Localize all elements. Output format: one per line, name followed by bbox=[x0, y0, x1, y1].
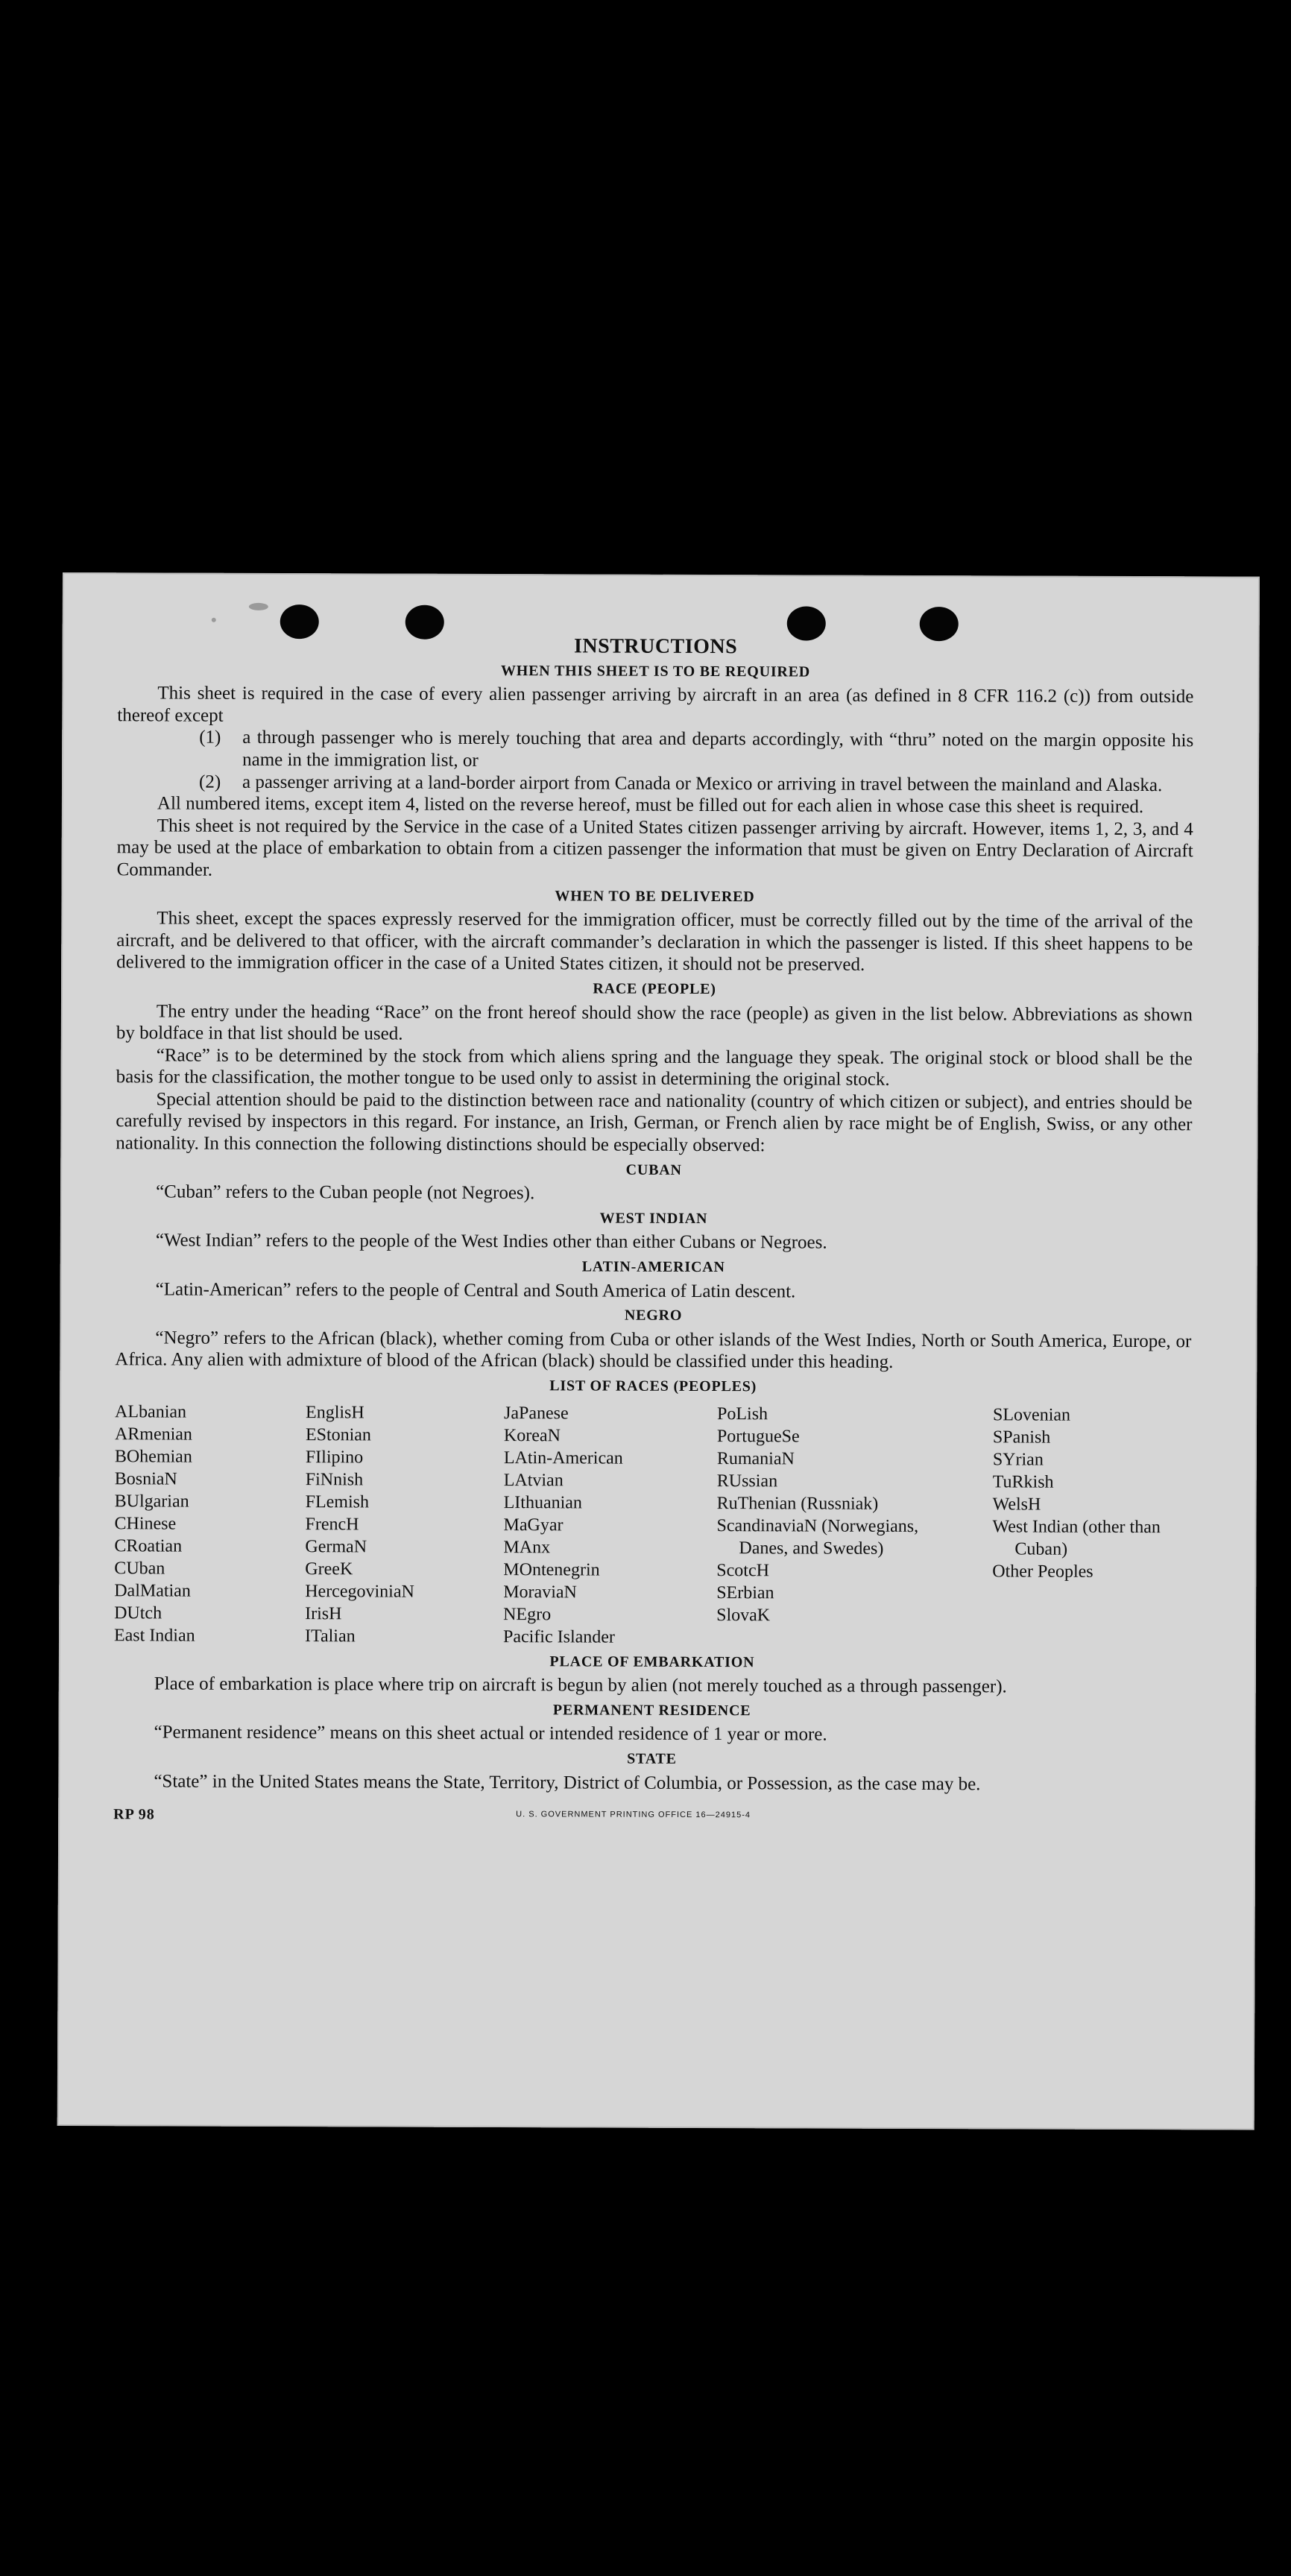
paragraph: “Race” is to be determined by the stock from which aliens spring and the language they speak. The original stock or blood shall be the basis for the classification, the mother tongue to be used only to assist in determining the original stock. bbox=[116, 1045, 1193, 1090]
race-entry: SErbian bbox=[716, 1582, 774, 1603]
race-entry: ITalian bbox=[304, 1626, 356, 1646]
race-entry: IrisH bbox=[305, 1603, 342, 1623]
definition-negro: “Negro” refers to the African (black), whether coming from Cuba or other islands of the West Indies, North or South America, Europe, or Africa. Any alien with admixture of blood of the African (black) should be classified under this heading. bbox=[115, 1328, 1192, 1373]
race-entry: CRoatian bbox=[114, 1535, 183, 1556]
paragraph: This sheet is required in the case of every alien passenger arriving by aircraft in an area (as defined in 8 CFR 116.2 (c)) from outside thereof except bbox=[117, 683, 1194, 726]
race-entry: LIthuanian bbox=[503, 1492, 582, 1513]
race-entry: RumaniaN bbox=[716, 1448, 795, 1469]
definition-permanent-residence: “Permanent residence” means on this sheet actual or intended residence of 1 year or more. bbox=[154, 1722, 827, 1745]
race-entry: DUtch bbox=[114, 1603, 162, 1623]
race-entry: SLovenian bbox=[993, 1404, 1071, 1425]
race-entry: ARmenian bbox=[114, 1424, 192, 1445]
item-number: (1) bbox=[199, 727, 221, 748]
race-entry: PortugueSe bbox=[716, 1426, 800, 1447]
heading-negro: NEGRO bbox=[624, 1307, 683, 1325]
race-entry: RUssian bbox=[716, 1471, 778, 1491]
paragraph: “State” in the United States means the State, Territory, District of Columbia, or Possession, as the case may be. bbox=[154, 1770, 981, 1794]
paragraph: Place of embarkation is place where trip on aircraft is begun by alien (not merely touched as a through passenger). bbox=[154, 1673, 1007, 1697]
form-number: RP 98 bbox=[113, 1806, 155, 1823]
paragraph: Special attention should be paid to the distinction between race and nationality (country of which citizen or subject), and entries should be carefully revised by inspectors in this regard. For instance, an Irish, German, or French alien by race might be of English, Swiss, or any other nationality. In this connection the following distinctions should be especially observed: bbox=[116, 1089, 1193, 1156]
race-entry: ALbanian bbox=[115, 1401, 187, 1422]
races-column-2 bbox=[305, 1401, 499, 1648]
item-text: a passenger arriving at a land-border airport from Canada or Mexico or arriving in travel between the mainland and Alaska. bbox=[242, 771, 1163, 795]
race-entry: NEgro bbox=[503, 1604, 552, 1624]
paragraph: This sheet is not required by the Service in the case of a United States citizen passenger arriving by aircraft. However, items 1, 2, 3, and 4 may be used at the place of embarkation to obtain from a citizen passenger the information that must be given on Entry Declaration of Aircraft Commander. bbox=[116, 815, 1193, 880]
race-entry: Pacific Islander bbox=[502, 1626, 616, 1647]
race-entry: EnglisH bbox=[306, 1402, 364, 1423]
race-entry: LAtvian bbox=[503, 1470, 564, 1490]
list-item bbox=[117, 771, 1193, 797]
instructions-content bbox=[113, 634, 1194, 1830]
race-entry: PoLish bbox=[717, 1404, 768, 1424]
race-entry: SPanish bbox=[992, 1427, 1051, 1448]
heading-race: RACE (PEOPLE) bbox=[593, 980, 716, 997]
race-entry: CHinese bbox=[114, 1513, 177, 1534]
smudge bbox=[249, 603, 268, 610]
smudge bbox=[212, 618, 216, 622]
race-entry: MoraviaN bbox=[503, 1582, 577, 1603]
page-title: INSTRUCTIONS bbox=[574, 634, 738, 659]
race-entry: SlovaK bbox=[716, 1605, 771, 1625]
races-column-4 bbox=[716, 1403, 948, 1627]
race-entry: RuThenian (Russniak) bbox=[716, 1493, 879, 1514]
heading-place-of-embarkation: PLACE OF EMBARKATION bbox=[549, 1652, 755, 1670]
footer bbox=[113, 1799, 1190, 1830]
race-entry: BUlgarian bbox=[114, 1491, 189, 1512]
heading-state: STATE bbox=[627, 1750, 677, 1767]
races-column-5 bbox=[992, 1404, 1191, 1583]
paragraph: The entry under the heading “Race” on the front hereof should show the race (people) as given in the list below. Abbreviations as shown by boldface in that list should be used. bbox=[116, 1000, 1193, 1044]
race-entry: EStonian bbox=[305, 1424, 372, 1445]
race-entry: BOhemian bbox=[114, 1446, 192, 1467]
definition-west-indian: “West Indian” refers to the people of the West Indies other than either Cubans or Negroes. bbox=[155, 1230, 827, 1254]
race-entry: HercegoviniaN bbox=[305, 1581, 414, 1602]
heading-list-of-races: LIST OF RACES (PEOPLES) bbox=[549, 1377, 757, 1395]
race-entry: ScotcH bbox=[716, 1560, 770, 1580]
heading-west-indian: WEST INDIAN bbox=[599, 1210, 708, 1227]
race-entry: MaGyar bbox=[503, 1515, 564, 1535]
race-entry: GreeK bbox=[305, 1559, 353, 1579]
race-entry: TuRkish bbox=[992, 1471, 1054, 1492]
race-entry: SYrian bbox=[992, 1449, 1044, 1470]
item-text: a through passenger who is merely touching that area and departs accordingly, with “thru” noted on the margin opposite his name in the immigration list, or bbox=[242, 727, 1194, 771]
race-entry: FiNnish bbox=[305, 1469, 364, 1490]
race-entry: MOntenegrin bbox=[503, 1559, 600, 1580]
race-entry: MAnx bbox=[503, 1537, 551, 1557]
item-number: (2) bbox=[198, 771, 221, 792]
instruction-sheet bbox=[57, 572, 1260, 2130]
race-entry: LAtin-American bbox=[503, 1448, 623, 1468]
race-entry: FIlipino bbox=[305, 1447, 364, 1468]
paragraph: All numbered items, except item 4, listed on the reverse hereof, must be filled out for each alien in whose case this sheet is required. bbox=[157, 793, 1144, 818]
race-entry: East Indian bbox=[113, 1625, 195, 1646]
race-entry: JaPanese bbox=[504, 1403, 569, 1423]
races-list bbox=[114, 1401, 1191, 1650]
race-entry: ScandinaviaN (Norwegians, Danes, and Swedes) bbox=[716, 1515, 919, 1559]
races-column-3 bbox=[503, 1402, 713, 1649]
race-entry: FrencH bbox=[305, 1514, 359, 1534]
heading-when-required: WHEN THIS SHEET IS TO BE REQUIRED bbox=[500, 662, 811, 681]
race-entry: West Indian (other than Cuban) bbox=[992, 1516, 1161, 1559]
heading-permanent-residence: PERMANENT RESIDENCE bbox=[552, 1702, 751, 1720]
race-entry: KoreaN bbox=[503, 1425, 561, 1445]
definition-cuban: “Cuban” refers to the Cuban people (not Negroes). bbox=[156, 1181, 535, 1204]
heading-when-delivered: WHEN TO BE DELIVERED bbox=[555, 887, 755, 905]
races-column-1 bbox=[114, 1401, 294, 1647]
race-entry: WelsH bbox=[992, 1494, 1041, 1515]
race-entry: BosniaN bbox=[114, 1468, 177, 1489]
race-entry: FLemish bbox=[305, 1491, 370, 1512]
race-entry: GermaN bbox=[305, 1536, 367, 1557]
race-entry: DalMatian bbox=[114, 1580, 191, 1601]
paragraph: This sheet, except the spaces expressly reserved for the immigration officer, must be correctly filled out by the time of the arrival of the aircraft, and be delivered to that officer, with the aircraft commander’s declaration in which the passenger is listed. If this sheet happens to be delivered to the immigration officer in the case of a United States citizen, it should not be preserved. bbox=[116, 908, 1193, 976]
race-entry: CUban bbox=[114, 1558, 165, 1579]
race-entry: Other Peoples bbox=[992, 1561, 1093, 1582]
heading-cuban: CUBAN bbox=[625, 1161, 682, 1178]
list-item bbox=[117, 727, 1193, 774]
printing-office-imprint: U. S. GOVERNMENT PRINTING OFFICE 16—24915-4 bbox=[516, 1810, 751, 1820]
heading-latin-american: LATIN-AMERICAN bbox=[581, 1258, 725, 1276]
definition-latin-american: “Latin-American” refers to the people of Central and South America of Latin descent. bbox=[155, 1279, 796, 1302]
